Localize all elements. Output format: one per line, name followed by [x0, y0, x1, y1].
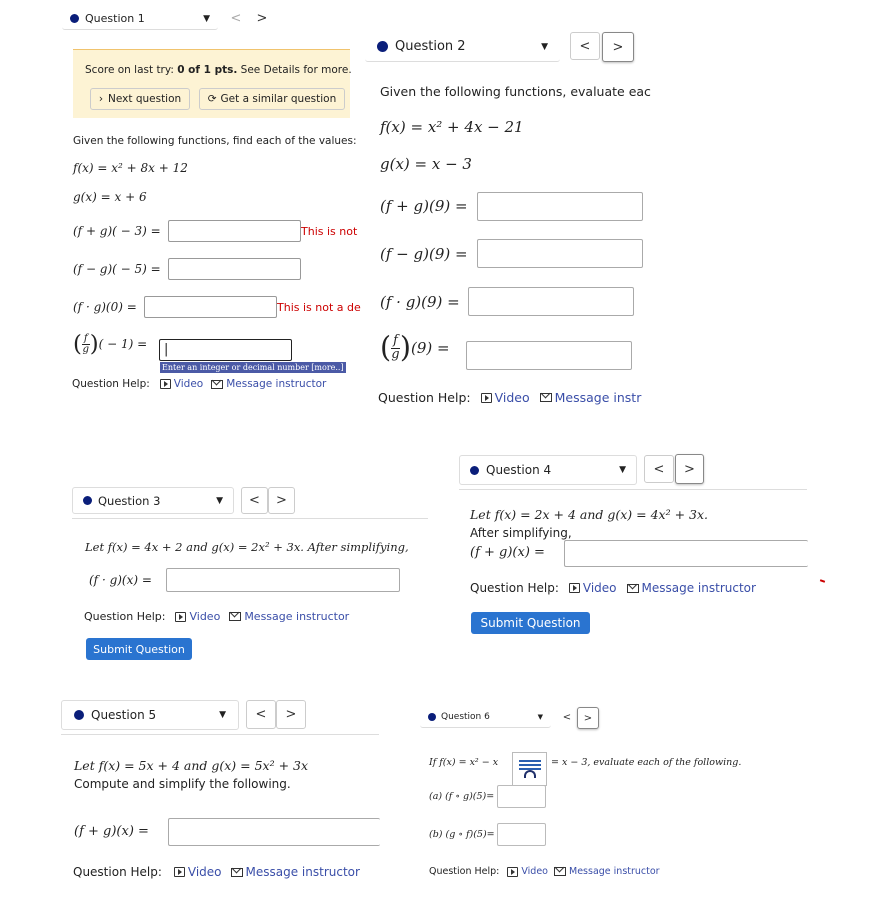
- q2-prompt: Given the following functions, evaluate eac: [380, 84, 651, 99]
- q3-next-button[interactable]: >: [268, 487, 295, 514]
- q5-status-dot: [74, 710, 84, 720]
- video-icon: [174, 867, 185, 877]
- q5-title: Question 5: [91, 708, 157, 722]
- q5-header: [61, 700, 239, 730]
- q1-part2-input[interactable]: [168, 258, 301, 280]
- q4-video-label: Video: [582, 581, 617, 595]
- q5-video-link[interactable]: [174, 865, 222, 879]
- q4-message-link[interactable]: [627, 581, 756, 595]
- q2-g-def: g(x) = x − 3: [380, 155, 472, 173]
- q2-frac-num: f: [393, 333, 398, 348]
- q6-part-b-input[interactable]: [497, 823, 546, 846]
- q4-title: Question 4: [486, 463, 552, 477]
- q1-frac-den: g: [82, 343, 90, 355]
- video-icon: [569, 583, 580, 593]
- q6-prompt-b: = x − 3, evaluate each of the following.: [551, 757, 742, 768]
- q6-help: [429, 866, 660, 877]
- q1-part4-fraction: [82, 334, 90, 355]
- q1-part4-label: [73, 333, 147, 356]
- q2-video-label: Video: [494, 390, 530, 405]
- q1-title: Question 1: [85, 12, 145, 25]
- q1-score-text: [85, 64, 352, 76]
- q1-next-button[interactable]: >: [252, 9, 272, 27]
- q6-status-dot: [428, 713, 436, 721]
- q1-f-rhs: = x² + 8x + 12: [97, 161, 188, 175]
- q3-help-label: Question Help:: [84, 610, 166, 623]
- q6-video-label: Video: [521, 866, 548, 877]
- q3-header: [72, 487, 234, 514]
- q2-part4-label: [380, 331, 450, 364]
- q1-part4-input[interactable]: [159, 339, 292, 361]
- q6-next-button[interactable]: >: [577, 707, 599, 729]
- q3-select[interactable]: [72, 487, 234, 514]
- video-icon: [481, 393, 492, 403]
- q3-message-link[interactable]: [229, 610, 349, 623]
- stray-mark: [820, 579, 825, 583]
- q1-part1-error: This is not: [301, 225, 358, 238]
- q1-part1-label: (f + g)( − 3) =: [73, 224, 161, 238]
- equation-icon-arc: [524, 770, 536, 778]
- q2-video-link[interactable]: [481, 390, 530, 405]
- q3-header-divider: [72, 518, 428, 519]
- chevron-right-icon: ›: [98, 93, 104, 105]
- q1-status-dot: [70, 14, 79, 23]
- q1-score-value: 0 of 1 pts.: [177, 64, 238, 76]
- q4-prompt2: After simplifying,: [470, 526, 572, 540]
- q4-select[interactable]: [459, 455, 637, 485]
- q4-submit-button[interactable]: Submit Question: [471, 612, 590, 634]
- q2-part1-label: (f + g)(9) =: [380, 197, 468, 215]
- q5-select[interactable]: [61, 700, 239, 730]
- q4-help-label: Question Help:: [470, 581, 559, 595]
- video-icon: [175, 612, 186, 622]
- q1-part3-error: This is not a de: [277, 301, 361, 314]
- q3-part1-input[interactable]: [166, 568, 400, 592]
- q4-part1-input[interactable]: [564, 540, 808, 567]
- q2-next-button[interactable]: >: [602, 32, 634, 62]
- q2-part2-input[interactable]: [477, 239, 643, 268]
- mail-icon: [627, 584, 639, 593]
- q1-part3-input[interactable]: [144, 296, 277, 318]
- q1-video-link[interactable]: [160, 378, 203, 390]
- q1-part2-label: (f − g)( − 5) =: [73, 262, 161, 276]
- equation-icon: [519, 758, 541, 780]
- q1-g-rhs: = x + 6: [100, 190, 147, 204]
- q1-tooltip: Enter an integer or decimal number [more..]: [162, 363, 344, 372]
- q1-part4-rparen: ): [89, 331, 99, 357]
- equation-icon-line2: [519, 764, 541, 766]
- q1-part3-label: (f · g)(0) =: [73, 300, 137, 314]
- q6-part-a-input[interactable]: [497, 785, 546, 808]
- q2-part4-lparen: (: [380, 331, 392, 364]
- chevron-down-icon: ▼: [619, 465, 626, 475]
- q2-help-clip: [378, 388, 658, 405]
- q2-message-link[interactable]: [540, 390, 642, 405]
- mail-icon: [231, 868, 243, 877]
- q3-status-dot: [83, 496, 92, 505]
- q5-help: [73, 865, 360, 879]
- q2-select[interactable]: [365, 32, 560, 62]
- q2-f-def: f(x) = x² + 4x − 21: [380, 118, 524, 136]
- q4-prompt: Let f(x) = 2x + 4 and g(x) = 4x² + 3x.: [470, 507, 709, 522]
- q4-header: [459, 455, 637, 485]
- q1-f-lhs: f(x): [73, 161, 94, 175]
- q6-prompt-a: If f(x) = x² − x: [429, 757, 499, 768]
- q2-status-dot: [377, 41, 388, 52]
- q1-score-box: [73, 49, 350, 118]
- mail-icon: [554, 867, 566, 876]
- q4-prev-button[interactable]: <: [644, 455, 674, 483]
- chevron-down-icon: ▼: [216, 495, 223, 506]
- q6-message-label: Message instructor: [569, 866, 660, 877]
- q2-help-label: Question Help:: [378, 390, 471, 405]
- q2-part3-input[interactable]: [468, 287, 634, 316]
- q2-title: Question 2: [395, 39, 466, 54]
- q2-help: [378, 390, 641, 405]
- q1-part4-cursor: |: [164, 342, 169, 357]
- q3-help: [84, 610, 349, 623]
- q5-help-label: Question Help:: [73, 865, 162, 879]
- q2-part4-input[interactable]: [466, 341, 632, 370]
- q6-part-b-label: (b) (g ∘ f)(5)=: [429, 829, 495, 840]
- q1-video-label: Video: [173, 378, 204, 390]
- q3-title: Question 3: [98, 493, 161, 508]
- mail-icon: [540, 393, 552, 402]
- q5-message-label: Message instructor: [245, 865, 360, 879]
- mail-icon: [229, 612, 241, 621]
- q1-prompt: Given the following functions, find each of the values:: [73, 135, 357, 147]
- q5-header-divider: [61, 734, 379, 735]
- q1-help: [72, 378, 326, 390]
- q3-part1-label: (f · g)(x) =: [89, 573, 152, 587]
- q1-help-label: Question Help:: [72, 378, 150, 390]
- q2-message-label: Message instr: [554, 390, 642, 405]
- chevron-down-icon: ▼: [537, 713, 543, 721]
- q5-message-link[interactable]: [231, 865, 360, 879]
- q1-header: [62, 8, 218, 30]
- q4-status-dot: [470, 466, 479, 475]
- q1-part4-tail: ( − 1) =: [98, 337, 148, 352]
- q2-part4-tail: (9) =: [410, 339, 450, 358]
- q6-message-link[interactable]: [554, 866, 660, 877]
- q2-part4-rparen: ): [399, 331, 411, 364]
- q1-prev-button[interactable]: <: [226, 9, 246, 27]
- q3-submit-clip: [86, 638, 194, 656]
- q1-select[interactable]: [62, 8, 218, 30]
- q3-submit-button[interactable]: Submit Question: [86, 638, 192, 660]
- q6-prev-button[interactable]: <: [557, 707, 577, 727]
- q1-next-question-label: Next question: [108, 93, 182, 105]
- q1-message-label: Message instructor: [226, 378, 327, 390]
- q1-frac-num: f: [83, 332, 88, 344]
- q1-g-lhs: g(x): [73, 190, 97, 204]
- q4-header-divider: [459, 489, 807, 490]
- q2-part4-fraction: [391, 335, 400, 362]
- q5-prev-button[interactable]: <: [246, 700, 276, 729]
- q1-f-def: [73, 161, 188, 175]
- q2-prev-button[interactable]: <: [570, 32, 600, 60]
- q1-next-question-button[interactable]: [90, 88, 190, 110]
- q2-part2-label: (f − g)(9) =: [380, 245, 468, 263]
- q4-part1-label: (f + g)(x) =: [470, 545, 545, 560]
- q6-title: Question 6: [441, 712, 490, 722]
- mail-icon: [211, 380, 223, 389]
- q3-message-label: Message instructor: [244, 610, 350, 623]
- q6-header: [420, 707, 551, 728]
- equation-icon-line1: [519, 760, 541, 762]
- q1-score-suffix: See Details for more.: [237, 64, 352, 76]
- q5-video-label: Video: [187, 865, 222, 879]
- q3-video-link[interactable]: [175, 610, 220, 623]
- video-icon: [160, 379, 171, 389]
- q2-frac-den: g: [391, 346, 400, 362]
- q5-prompt: Let f(x) = 5x + 4 and g(x) = 5x² + 3x: [74, 758, 309, 773]
- q4-message-label: Message instructor: [641, 581, 756, 595]
- q1-score-prefix: Score on last try:: [85, 64, 178, 76]
- q1-g-def: [73, 190, 147, 204]
- q4-next-button[interactable]: >: [675, 454, 704, 484]
- q1-message-link[interactable]: [211, 378, 326, 390]
- q2-part3-label: (f · g)(9) =: [380, 293, 460, 311]
- q6-part-a-label: (a) (f ∘ g)(5)=: [429, 791, 495, 802]
- q1-part1-input[interactable]: [168, 220, 301, 242]
- q1-similar-question-button[interactable]: [199, 88, 345, 110]
- q6-select[interactable]: [420, 707, 551, 728]
- q1-part4-lparen: (: [73, 331, 82, 357]
- q5-prompt2: Compute and simplify the following.: [74, 777, 291, 791]
- q5-next-button[interactable]: >: [276, 700, 306, 729]
- q5-part1-label: (f + g)(x) =: [74, 824, 149, 839]
- chevron-down-icon: ▼: [541, 41, 548, 52]
- q4-video-link[interactable]: [569, 581, 617, 595]
- q3-prompt: Let f(x) = 4x + 2 and g(x) = 2x² + 3x. After simplifying,: [85, 540, 409, 554]
- q6-help-label: Question Help:: [429, 866, 500, 877]
- q2-header: [365, 32, 560, 62]
- refresh-icon: ⟳: [207, 93, 217, 105]
- q4-help: [470, 581, 756, 595]
- q3-video-label: Video: [189, 610, 221, 623]
- q6-accessibility-popup[interactable]: [512, 752, 547, 786]
- q3-prev-button[interactable]: <: [241, 487, 268, 514]
- q2-part1-input[interactable]: [477, 192, 643, 221]
- q1-similar-question-label: Get a similar question: [220, 93, 337, 105]
- chevron-down-icon: ▼: [219, 710, 226, 720]
- q5-part1-input[interactable]: [168, 818, 380, 846]
- q6-video-link[interactable]: [507, 866, 548, 877]
- video-icon: [507, 867, 518, 877]
- chevron-down-icon: ▼: [203, 13, 210, 24]
